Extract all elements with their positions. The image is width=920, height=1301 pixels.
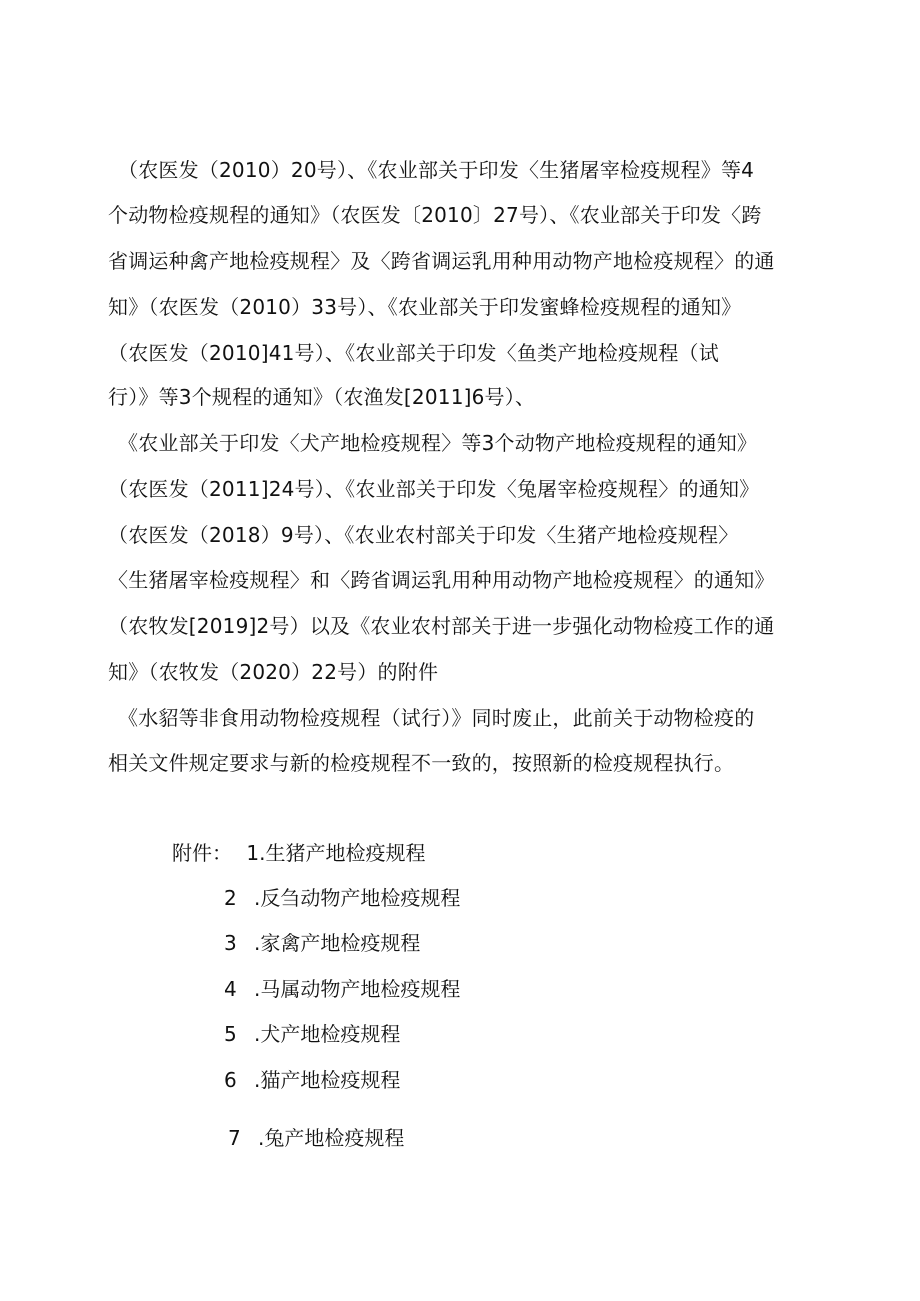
attachment-title: .犬产地检疫规程 [254,1022,401,1046]
body-line: 个动物检疫规程的通知》（农医发〔2010〕27号）、《农业部关于印发〈跨 [108,203,762,227]
attachment-row [224,1019,400,1049]
attachment-title: .反刍动物产地检疫规程 [254,886,461,910]
attachment-number: 6 [224,1068,237,1092]
attachment-number: 3 [224,931,237,955]
attachment-row [224,883,460,913]
body-line: 〈生猪屠宰检疫规程〉和〈跨省调运乳用种用动物产地检疫规程〉的通知》 [108,568,775,592]
attachment-title: .生猪产地检疫规程 [259,841,426,865]
body-line: 《农业部关于印发〈犬产地检疫规程〉等3个动物产地检疫规程的通知》 [118,431,758,455]
attachment-row [228,1123,404,1153]
attachment-number: 7 [228,1126,241,1150]
attachment-title: .兔产地检疫规程 [258,1126,405,1150]
body-line: 知》（农医发（2010）33号）、《农业部关于印发蜜蜂检疫规程的通知》 [108,295,742,319]
attachment-title: .猫产地检疫规程 [254,1068,401,1092]
attachment-number: 4 [224,977,237,1001]
body-line: （农医发（2011]24号）、《农业部关于印发〈兔屠宰检疫规程〉的通知》 [108,477,760,501]
body-line: 省调运种禽产地检疫规程〉及〈跨省调运乳用种用动物产地检疫规程〉的通 [108,249,775,273]
body-line: 《水貂等非食用动物检疫规程（试行）》同时废止，此前关于动物检疫的 [118,706,755,730]
attachment-number: 1 [246,841,260,865]
attachment-title: .马属动物产地检疫规程 [254,977,461,1001]
attachment-row [224,1065,400,1095]
attachment-number: 2 [224,886,237,910]
attachment-row [224,974,460,1004]
body-line: （农医发（2010）20号）、《农业部关于印发〈生猪屠宰检疫规程》等4 [118,158,755,182]
attachment-row [224,928,420,958]
body-line: 行）》等3个规程的通知》（农渔发[2011]6号）、 [108,385,536,409]
attachment-number: 5 [224,1022,237,1046]
body-line: 知》（农牧发（2020）22号）的附件 [108,660,439,684]
body-line: （农医发（2010]41号）、《农业部关于印发〈鱼类产地检疫规程（试 [108,341,719,365]
attachment-row [172,838,425,868]
body-line: （农医发（2018）9号）、《农业农村部关于印发〈生猪产地检疫规程〉 [108,523,739,547]
attachment-label: 附件： [172,841,232,865]
attachment-title: .家禽产地检疫规程 [254,931,421,955]
body-line: （农牧发[2019]2号）以及《农业农村部关于进一步强化动物检疫工作的通 [108,614,775,638]
body-line: 相关文件规定要求与新的检疫规程不一致的，按照新的检疫规程执行。 [108,751,735,775]
